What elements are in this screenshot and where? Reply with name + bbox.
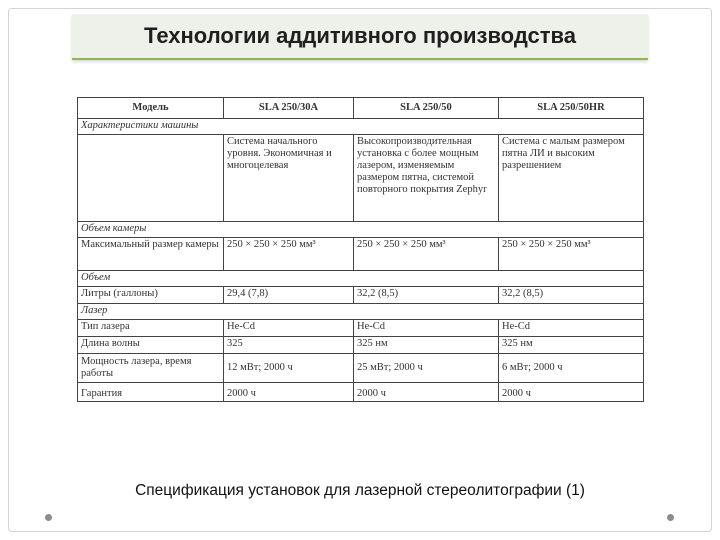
table-cell: Литры (галлоны)	[78, 287, 224, 304]
table-cell: 250 × 250 × 250 мм³	[499, 238, 644, 271]
table-row	[78, 383, 644, 402]
section-row	[78, 271, 644, 287]
table-row	[78, 238, 644, 271]
table-row	[78, 337, 644, 354]
section-label: Характеристики машины	[78, 119, 644, 135]
table-cell: 2000 ч	[499, 383, 644, 402]
table-cell: 325	[224, 337, 354, 354]
table-cell: 32,2 (8,5)	[354, 287, 499, 304]
table-row	[78, 287, 644, 304]
table-cell: Максимальный размер камеры	[78, 238, 224, 271]
table-cell: Система с малым размером пятна ЛИ и высоким разрешением	[499, 135, 644, 222]
table-cell: Тип лазера	[78, 320, 224, 337]
table-cell: 2000 ч	[354, 383, 499, 402]
table-cell: He-Cd	[499, 320, 644, 337]
table-cell: 6 мВт; 2000 ч	[499, 354, 644, 383]
section-row	[78, 222, 644, 238]
section-row	[78, 304, 644, 320]
section-label: Лазер	[78, 304, 644, 320]
table-row	[78, 135, 644, 222]
table-cell: He-Cd	[354, 320, 499, 337]
table-cell: 32,2 (8,5)	[499, 287, 644, 304]
table-cell: Длина волны	[78, 337, 224, 354]
table-cell: 2000 ч	[224, 383, 354, 402]
title-bar	[72, 14, 648, 60]
table-cell: 250 × 250 × 250 мм³	[224, 238, 354, 271]
spec-table	[77, 97, 644, 402]
header-cell: SLA 250/30A	[224, 98, 354, 119]
table-row	[78, 354, 644, 383]
header-cell: SLA 250/50HR	[499, 98, 644, 119]
section-label: Объем камеры	[78, 222, 644, 238]
table-cell: Высокопроизводительная установка с более мощным лазером, изменяемым размером пятна, системой повторного покрытия Zephyr	[354, 135, 499, 222]
header-cell: Модель	[78, 98, 224, 119]
table-header-row	[78, 98, 644, 119]
section-label: Объем	[78, 271, 644, 287]
table-cell: 12 мВт; 2000 ч	[224, 354, 354, 383]
table-cell: 250 × 250 × 250 мм³	[354, 238, 499, 271]
section-row	[78, 119, 644, 135]
table-cell: Мощность лазера, время работы	[78, 354, 224, 383]
table-cell: Система начального уровня. Экономичная и многоцелевая	[224, 135, 354, 222]
header-cell: SLA 250/50	[354, 98, 499, 119]
table-cell: Гарантия	[78, 383, 224, 402]
table-cell: He-Cd	[224, 320, 354, 337]
table-row	[78, 320, 644, 337]
table-cell: 29,4 (7,8)	[224, 287, 354, 304]
slide-caption: Спецификация установок для лазерной стереолитографии (1)	[135, 482, 585, 499]
slide-title: Технологии аддитивного производства	[144, 23, 576, 48]
table-cell: 25 мВт; 2000 ч	[354, 354, 499, 383]
table-cell: 325 нм	[354, 337, 499, 354]
table-cell	[78, 135, 224, 222]
decorative-dot-icon	[667, 514, 674, 521]
table-cell: 325 нм	[499, 337, 644, 354]
decorative-dot-icon	[45, 514, 52, 521]
